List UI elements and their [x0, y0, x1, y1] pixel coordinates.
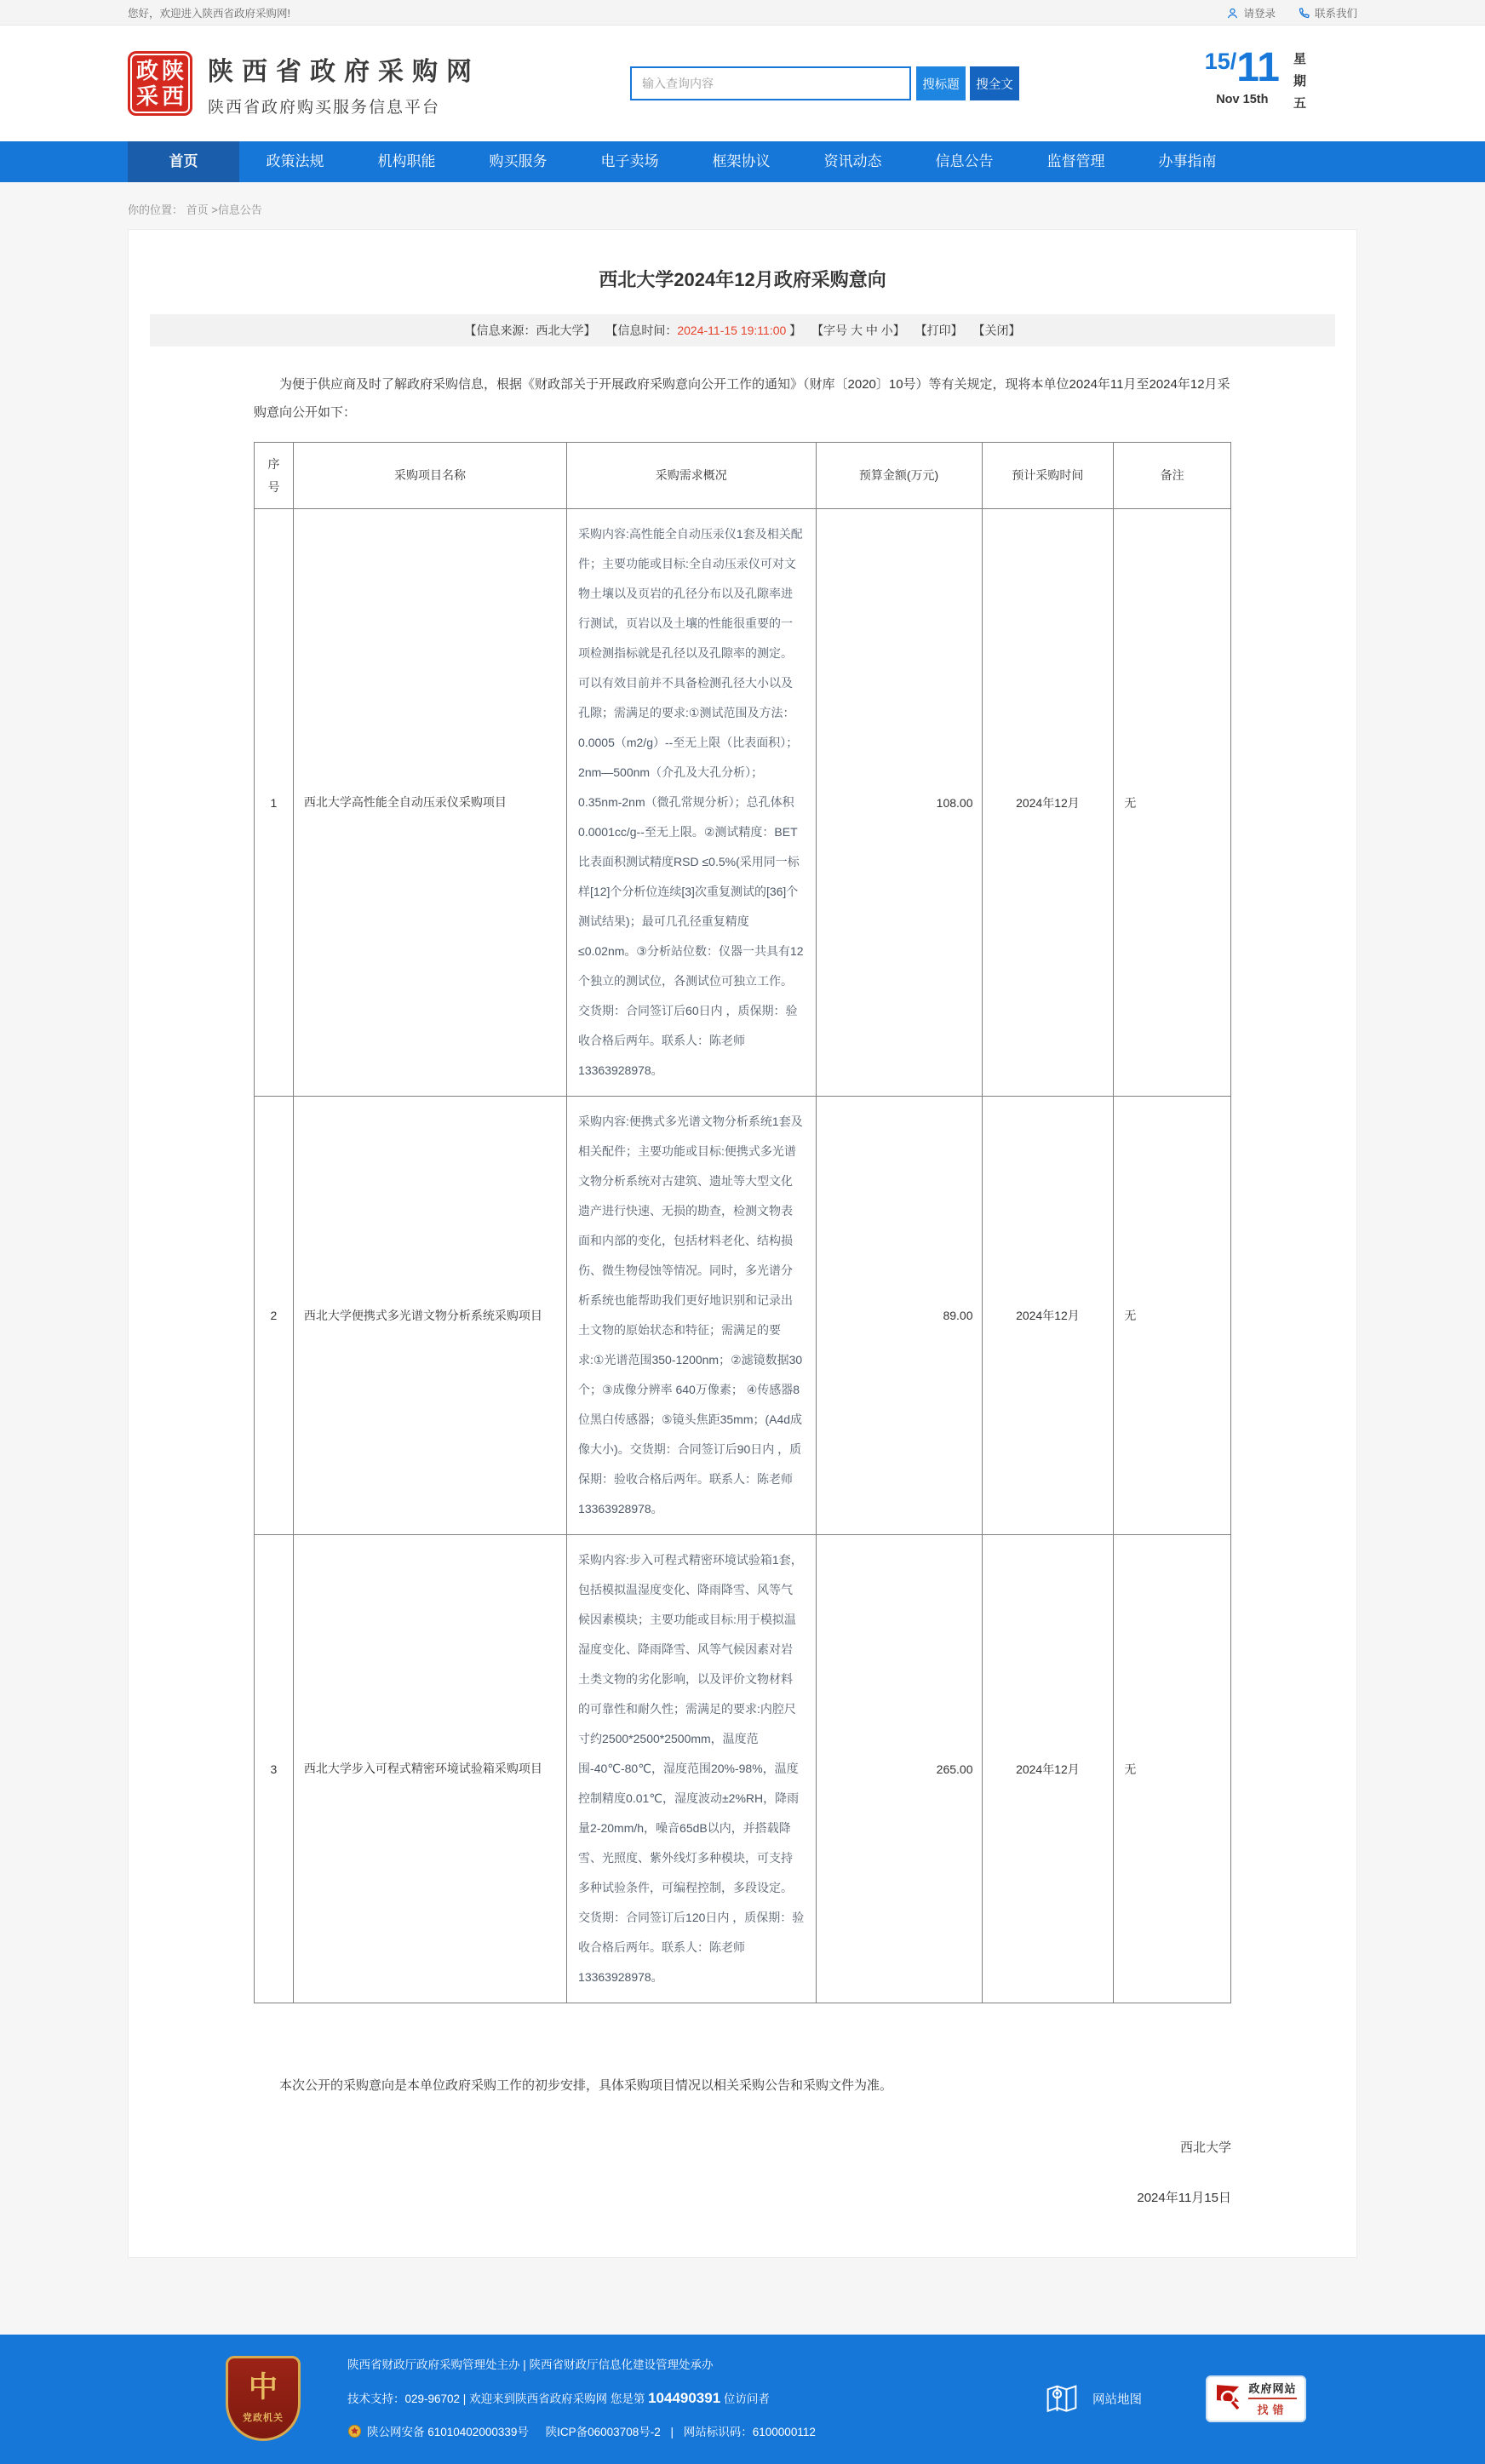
visitor-count: 104490391	[648, 2390, 721, 2407]
sitemap-link[interactable]: 网站地图	[1045, 2383, 1142, 2414]
print-button[interactable]: 【打印】	[915, 324, 963, 337]
nav-item-purchase-services[interactable]: 购买服务	[489, 153, 548, 169]
demand-cell: 采购内容:步入可程式精密环境试验箱1套，包括模拟温湿度变化、降雨降雪、风等气候因素模块；主要功能或目标:用于模拟温湿度变化、降雨降雪、风等气候因素对岩土类文物的劣化影响，以及评价文物材料的可靠性和耐久性；需满足的要求:内腔尺寸约2500*2500*2500mm，温度范围-40℃-80℃，湿度范围20%-98%，温度控制精度0.01℃，湿度波动±2%RH，降雨量2-20mm/h，噪音65dB以内，并搭载降雪、光照度、紫外线灯多种模块，可支持多种试验条件，可编程控制，多段设定。交货期：合同签订后120日内 ，质保期：验收合格后两年。联系人：陈老师 13363928978。	[567, 1535, 816, 2003]
site-subtitle: 陕西省政府购买服务信息平台	[208, 98, 441, 117]
date-day: 15/	[1204, 49, 1237, 74]
project-name-cell: 西北大学步入可程式精密环境试验箱采购项目	[293, 1535, 566, 2003]
nav-item-functions[interactable]: 机构职能	[377, 153, 436, 169]
header-remark: 备注	[1114, 443, 1231, 509]
breadcrumb-current-link[interactable]: 信息公告	[217, 203, 262, 216]
amount-cell: 89.00	[816, 1097, 982, 1535]
nav-item-supervision[interactable]: 监督管理	[1046, 153, 1105, 169]
main-nav	[0, 141, 1485, 182]
intro-paragraph: 为便于供应商及时了解政府采购信息，根据《财政部关于开展政府采购意向公开工作的通知》（财库〔2020〕10号）等有关规定，现将本单位2024年11月至2024年12月采购意向公开如下：	[254, 377, 1230, 420]
meta-time: 【信息时间：2024-11-15 19:11:00 】	[605, 324, 802, 337]
site-code: 网站标识码：6100000112	[683, 2426, 816, 2439]
procurement-table	[254, 442, 1231, 2003]
closing-paragraph: 本次公开的采购意向是本单位政府采购工作的初步安排，具体采购项目情况以相关采购公告和采购文件为准。	[279, 2078, 893, 2093]
search-title-button[interactable]: 搜标题	[916, 66, 966, 100]
row-no: 2	[255, 1097, 294, 1535]
amount-cell: 265.00	[816, 1535, 982, 2003]
footer-beian-line: 陕公网安备 61010402000339号 陕ICP备06003708号-2 | 网站标识码：6100000112	[347, 2417, 816, 2447]
remark-cell: 无	[1114, 1535, 1231, 2003]
weekday-label: 星 期 五	[1293, 52, 1306, 111]
site-logo: 政 陕 采 西	[128, 51, 192, 116]
footer-support-line: 技术支持：029-96702 | 欢迎来到陕西省政府采购网 您是第 104490391 位访问者	[347, 2390, 770, 2407]
table-row	[255, 1097, 1231, 1535]
time-cell: 2024年12月	[982, 1097, 1114, 1535]
nav-item-home[interactable]: 首页	[128, 141, 239, 182]
search-fulltext-button[interactable]: 搜全文	[970, 66, 1019, 100]
date-widget	[1205, 44, 1306, 112]
article-meta-bar	[150, 314, 1335, 347]
remark-cell: 无	[1114, 509, 1231, 1097]
search-input[interactable]	[630, 66, 911, 100]
project-name-cell: 西北大学高性能全自动压汞仪采购项目	[293, 509, 566, 1097]
party-gov-emblem-icon: 中 党政机关	[226, 2356, 301, 2441]
article-title: 西北大学2024年12月政府采购意向	[599, 269, 886, 290]
close-button[interactable]: 【关闭】	[972, 324, 1021, 337]
breadcrumb: 你的位置： 首页 >信息公告	[128, 203, 262, 216]
row-no: 1	[255, 509, 294, 1097]
meta-source: 【信息来源：西北大学】	[464, 324, 596, 337]
table-header-row	[255, 443, 1231, 509]
site-name: 陕西省政府采购网	[208, 57, 480, 86]
login-link[interactable]: 请登录	[1226, 5, 1276, 20]
footer-organizer-line: 陕西省财政厅政府采购管理处主办 | 陕西省财政厅信息化建设管理处承办	[347, 2358, 714, 2371]
top-bar	[0, 0, 1485, 26]
header-budget-amount: 预算金额(万元)	[816, 443, 982, 509]
header-expected-time: 预计采购时间	[982, 443, 1114, 509]
header-demand-overview: 采购需求概况	[567, 443, 816, 509]
breadcrumb-home-link[interactable]: 首页	[186, 203, 209, 216]
project-name-cell: 西北大学便携式多光谱文物分析系统采购项目	[293, 1097, 566, 1535]
site-header	[0, 26, 1485, 141]
time-cell: 2024年12月	[982, 509, 1114, 1097]
map-icon	[1045, 2383, 1079, 2414]
font-size-controls[interactable]: 【字号 大 中 小】	[811, 324, 905, 337]
table-row	[255, 1535, 1231, 2003]
gov-site-error-report-badge[interactable]: 政府网站 找错	[1206, 2375, 1306, 2422]
demand-cell: 采购内容:便携式多光谱文物分析系统1套及相关配件；主要功能或目标:便携式多光谱文物分析系统对古建筑、遗址等大型文化遗产进行快速、无损的勘查，检测文物表面和内部的变化，包括材料老化、结构损伤、微生物侵蚀等情况。同时，多光谱分析系统也能帮助我们更好地识别和记录出土文物的原始状态和特征；需满足的要求:①光谱范围350-1200nm；②滤镜数据30个；③成像分辨率 640万像素； ④传感器8位黑白传感器；⑤镜头焦距35mm；(A4d成像大小)。交货期：合同签订后90日内 ，质保期：验收合格后两年。联系人：陈老师 13363928978。	[567, 1097, 816, 1535]
meta-time-value: 2024-11-15 19:11:00	[677, 324, 787, 337]
row-no: 3	[255, 1535, 294, 2003]
nav-item-framework-agreement[interactable]: 框架协议	[712, 153, 771, 169]
header-no: 序号	[255, 443, 294, 509]
user-icon	[1226, 7, 1239, 20]
site-footer	[0, 2335, 1485, 2464]
contact-link[interactable]: 联系我们	[1298, 5, 1357, 20]
police-beian-link[interactable]: 陕公网安备 61010402000339号	[367, 2426, 529, 2439]
time-cell: 2024年12月	[982, 1535, 1114, 2003]
article-card	[128, 229, 1357, 2258]
table-row	[255, 509, 1231, 1097]
remark-cell: 无	[1114, 1097, 1231, 1535]
amount-cell: 108.00	[816, 509, 982, 1097]
nav-item-emall[interactable]: 电子卖场	[600, 153, 659, 169]
police-badge-icon	[347, 2420, 362, 2434]
date-month: 11	[1236, 45, 1280, 90]
signature-date: 2024年11月15日	[1137, 2191, 1231, 2205]
nav-item-policies[interactable]: 政策法规	[266, 153, 324, 169]
nav-item-announcements[interactable]: 信息公告	[935, 153, 994, 169]
phone-icon	[1298, 7, 1310, 20]
nav-item-news[interactable]: 资讯动态	[823, 153, 882, 169]
nav-item-guide[interactable]: 办事指南	[1158, 153, 1217, 169]
welcome-text: 您好，欢迎进入陕西省政府采购网!	[128, 8, 290, 20]
breadcrumb-prefix: 你的位置：	[128, 203, 184, 216]
error-flag-icon	[1215, 2383, 1244, 2414]
date-english: Nov 15th	[1216, 93, 1269, 106]
header-project-name: 采购项目名称	[293, 443, 566, 509]
demand-cell: 采购内容:高性能全自动压汞仪1套及相关配件；主要功能或目标:全自动压汞仪可对文物土壤以及页岩的孔径分布以及孔隙率进行测试，页岩以及土壤的性能很重要的一项检测指标就是孔径以及孔隙率的测定。可以有效目前并不具备检测孔径大小以及孔隙；需满足的要求:①测试范围及方法：0.0005（m2/g）--至无上限（比表面积）；2nm—500nm（介孔及大孔分析）；0.35nm-2nm（微孔常规分析）；总孔体积0.0001cc/g--至无上限。②测试精度：BET比表面积测试精度RSD ≤0.5%(采用同一标样[12]个分析位连续[3]次重复测试的[36]个测试结果)；最可几孔径重复精度≤0.02nm。③分析站位数：仪器一共具有12个独立的测试位，各测试位可独立工作。交货期：合同签订后60日内 ，质保期：验收合格后两年。联系人：陈老师 13363928978。	[567, 509, 816, 1097]
signature-org: 西北大学	[1179, 2140, 1231, 2155]
icp-beian-link[interactable]: 陕ICP备06003708号-2	[545, 2426, 661, 2439]
